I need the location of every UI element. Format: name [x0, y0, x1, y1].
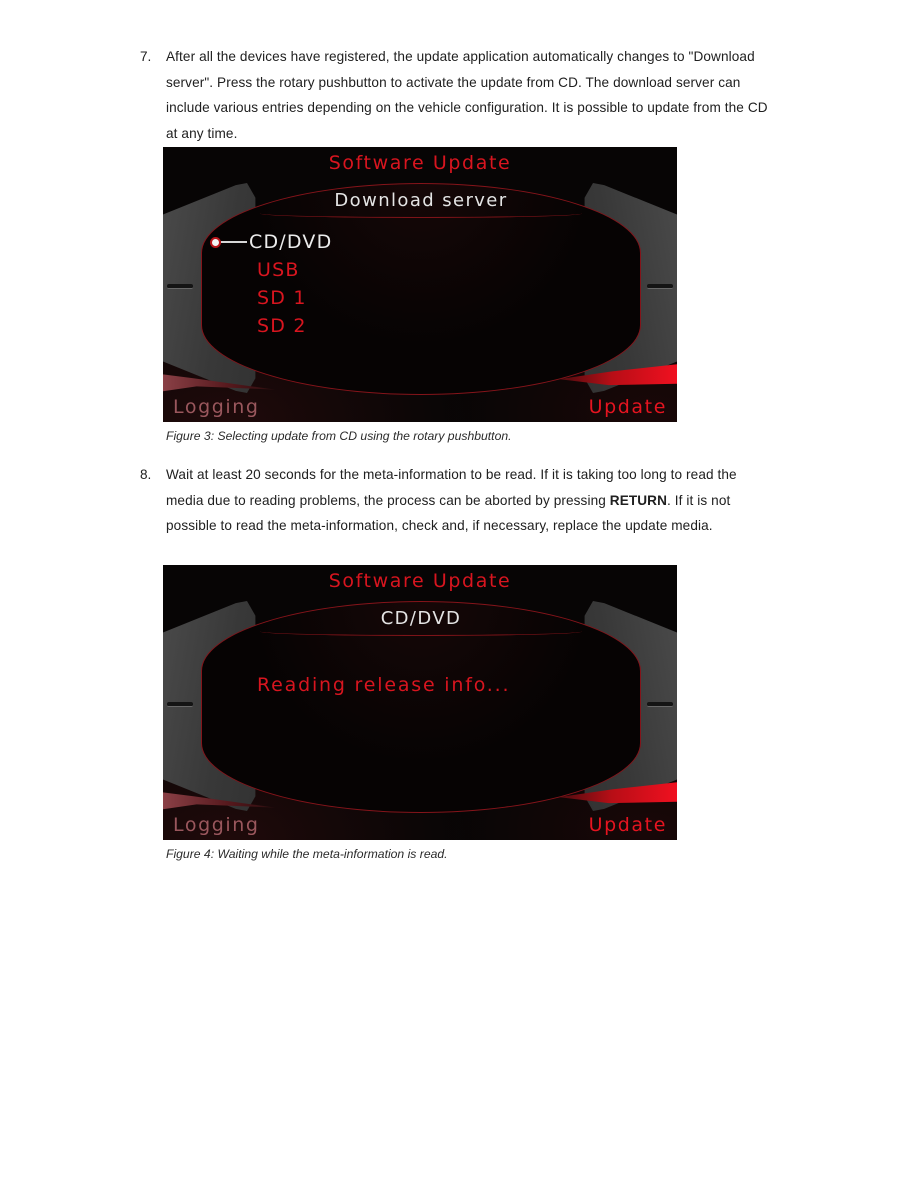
step-8-text-after: . If it is not possible to read the meta-information, check and, if necessary, replace the update media.	[166, 492, 731, 533]
bezel-slot-icon	[167, 284, 193, 289]
software-update-title: Software Update	[328, 570, 512, 592]
menu-item-label: SD 2	[257, 315, 307, 337]
update-softkey[interactable]: Update	[588, 814, 667, 836]
menu-item-label: SD 1	[257, 287, 307, 309]
update-softkey[interactable]: Update	[588, 396, 667, 418]
step-7-text: After all the devices have registered, the update application automatically changes to "Download server". Press the rotary pushbutton to activate the update from CD. The download server can include various entries depending on the vehicle configuration. It is possible to update from the CD at any time.	[166, 49, 768, 141]
step-8-number: 8.	[140, 467, 152, 482]
step-7-number: 7.	[140, 49, 152, 64]
logging-softkey[interactable]: Logging	[173, 814, 260, 836]
bezel-slot-icon	[167, 702, 193, 707]
figure-4-caption: Figure 4: Waiting while the meta-information is read.	[166, 847, 448, 861]
menu-item-cd-dvd[interactable]	[210, 228, 332, 256]
mmi-screenshot-figure4	[163, 565, 677, 840]
header-divider-line	[260, 626, 582, 636]
selection-bullet-icon	[210, 237, 221, 248]
header-divider-line	[260, 208, 582, 218]
figure-3-caption: Figure 3: Selecting update from CD using the rotary pushbutton.	[166, 429, 512, 443]
screen-content-area	[201, 601, 641, 813]
menu-item-label: CD/DVD	[249, 231, 333, 253]
bezel-slot-icon	[647, 284, 673, 289]
screen-header: CD/DVD	[380, 608, 462, 629]
menu-item-usb[interactable]	[210, 256, 332, 284]
selection-connector-line	[221, 241, 247, 243]
menu-item-label: USB	[257, 259, 300, 281]
download-server-menu	[210, 228, 332, 340]
mmi-screenshot-figure3	[163, 147, 677, 422]
menu-item-sd2[interactable]	[210, 312, 332, 340]
step-8	[140, 462, 785, 539]
return-keyword: RETURN	[609, 492, 668, 508]
screen-content-area	[201, 183, 641, 395]
software-update-title: Software Update	[328, 152, 512, 174]
step-8-text-before: Wait at least 20 seconds for the meta-information to be read. If it is taking too long to read the media due to reading problems, the process can be aborted by pressing	[166, 467, 737, 508]
menu-item-sd1[interactable]	[210, 284, 332, 312]
step-8-text	[166, 462, 768, 539]
bezel-slot-icon	[647, 702, 673, 707]
step-7	[140, 44, 785, 146]
logging-softkey[interactable]: Logging	[173, 396, 260, 418]
screen-header: Download server	[334, 190, 508, 211]
reading-status-message: Reading release info...	[257, 674, 511, 696]
